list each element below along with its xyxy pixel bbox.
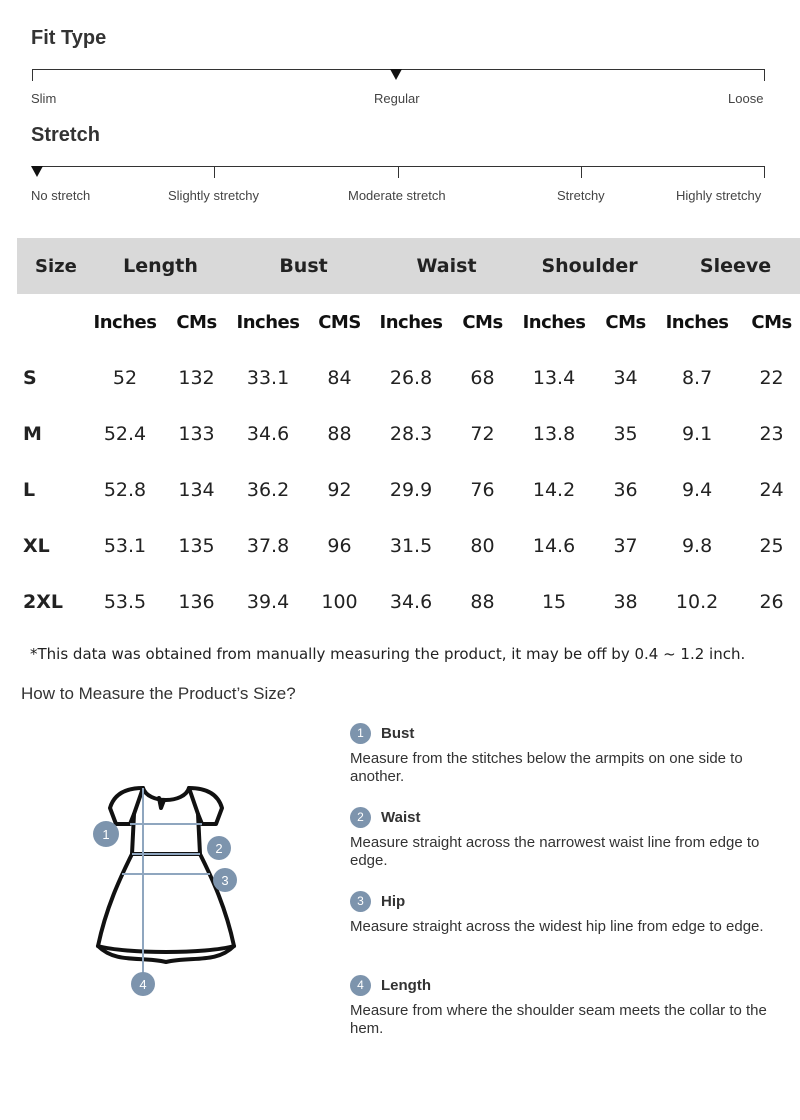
value-cell: 34.6 [246, 423, 290, 445]
step-description: Measure from where the shoulder seam meets the collar to the hem. [350, 1002, 767, 1037]
value-cell: 9.4 [681, 479, 713, 501]
table-body [17, 350, 800, 630]
value-cell: 26 [759, 591, 784, 613]
value-cell: 136 [178, 591, 215, 613]
value-cell: 14.6 [532, 535, 576, 557]
table-header-row [17, 238, 800, 294]
value-cell: 133 [178, 423, 215, 445]
value-cell: 135 [178, 535, 215, 557]
value-cell: 24 [759, 479, 784, 501]
value-cell: 72 [470, 423, 495, 445]
waist-header: Waist [416, 255, 477, 277]
unit-header: CMs [462, 311, 503, 333]
length-header: Length [123, 255, 198, 277]
size-cell: M [23, 423, 42, 445]
value-cell: 76 [470, 479, 495, 501]
value-cell: 36.2 [246, 479, 290, 501]
size-cell: L [23, 479, 36, 501]
value-cell: 26.8 [389, 367, 433, 389]
value-cell: 34.6 [389, 591, 433, 613]
sleeve-header: Sleeve [699, 255, 772, 277]
value-cell: 9.8 [681, 535, 713, 557]
badge-1-label: 1 [102, 827, 110, 842]
value-cell: 36 [613, 479, 638, 501]
value-cell: 28.3 [389, 423, 433, 445]
value-cell: 52.4 [103, 423, 147, 445]
value-cell: 35 [613, 423, 638, 445]
badge-3-label: 3 [221, 873, 229, 888]
value-cell: 22 [759, 367, 784, 389]
value-cell: 52 [112, 367, 138, 389]
table-row [17, 350, 800, 406]
badge-4-label: 4 [139, 977, 147, 992]
size-cell: 2XL [23, 591, 63, 613]
how-to-measure-title: How to Measure the Product’s Size? [21, 684, 296, 703]
stretch-tick [214, 166, 215, 178]
unit-header: Inches [379, 311, 443, 333]
unit-header: Inches [236, 311, 300, 333]
stretch-tick [581, 166, 582, 178]
step-description: Measure straight across the narrowest waist line from edge to edge. [350, 834, 760, 869]
value-cell: 14.2 [532, 479, 576, 501]
value-cell: 8.7 [681, 367, 713, 389]
value-cell: 134 [178, 479, 215, 501]
value-cell: 80 [470, 535, 495, 557]
value-cell: 25 [759, 535, 784, 557]
value-cell: 92 [327, 479, 352, 501]
step-waist [350, 806, 770, 870]
fit-regular-label: Regular [374, 91, 420, 106]
value-cell: 13.4 [532, 367, 576, 389]
table-unit-row [17, 294, 800, 350]
unit-header: Inches [93, 311, 157, 333]
stretch-marker-icon [31, 166, 43, 177]
stretch-stretchy-label: Stretchy [557, 188, 605, 203]
value-cell: 52.8 [103, 479, 147, 501]
unit-blank [17, 294, 89, 350]
value-cell: 33.1 [246, 367, 290, 389]
value-cell: 31.5 [389, 535, 433, 557]
value-cell: 88 [327, 423, 352, 445]
unit-header: CMs [176, 311, 217, 333]
step-badge-icon: 3 [350, 891, 371, 912]
fit-slim-label: Slim [31, 91, 57, 106]
size-cell: XL [23, 535, 50, 557]
step-hip [350, 890, 770, 936]
stretch-none-label: No stretch [31, 188, 91, 203]
stretch-high-label: Highly stretchy [676, 188, 762, 203]
table-row [17, 574, 800, 630]
unit-header: CMs [751, 311, 792, 333]
bust-header: Bust [279, 255, 328, 277]
stretch-tick [398, 166, 399, 178]
diagram-badges [93, 821, 237, 996]
badge-2-label: 2 [215, 841, 223, 856]
fit-type-tick [32, 69, 33, 81]
step-name: Bust [381, 724, 415, 742]
size-header: Size [35, 255, 77, 277]
size-chart-table [17, 238, 800, 630]
value-cell: 34 [613, 367, 638, 389]
table-row [17, 462, 800, 518]
value-cell: 37 [613, 535, 638, 557]
step-description: Measure from the stitches below the armpits on one side to another. [350, 750, 743, 785]
unit-header: Inches [665, 311, 729, 333]
value-cell: 88 [470, 591, 495, 613]
fit-type-tick [764, 69, 765, 81]
step-badge-icon: 1 [350, 723, 371, 744]
step-name: Hip [381, 892, 406, 910]
step-badge-icon: 4 [350, 975, 371, 996]
value-cell: 9.1 [681, 423, 713, 445]
value-cell: 132 [178, 367, 215, 389]
dress-diagram [86, 778, 246, 1000]
value-cell: 53.5 [103, 591, 147, 613]
value-cell: 53.1 [103, 535, 147, 557]
size-cell: S [23, 367, 37, 389]
unit-header: CMs [605, 311, 646, 333]
stretch-moderate-label: Moderate stretch [348, 188, 446, 203]
step-badge-icon: 2 [350, 807, 371, 828]
measurement-note: *This data was obtained from manually measuring the product, it may be off by 0.4 ~ 1.2 inch. [30, 645, 746, 663]
table-row [17, 518, 800, 574]
stretch-tick [764, 166, 765, 178]
value-cell: 68 [470, 367, 495, 389]
table-row [17, 406, 800, 462]
unit-header: Inches [522, 311, 586, 333]
value-cell: 23 [759, 423, 784, 445]
value-cell: 37.8 [246, 535, 290, 557]
fit-type-marker-icon [390, 69, 402, 80]
fit-type-title: Fit Type [31, 27, 107, 49]
value-cell: 84 [327, 367, 352, 389]
value-cell: 13.8 [532, 423, 576, 445]
value-cell: 100 [321, 591, 358, 613]
stretch-slight-label: Slightly stretchy [168, 188, 260, 203]
value-cell: 10.2 [675, 591, 719, 613]
value-cell: 38 [613, 591, 638, 613]
step-bust [350, 722, 770, 786]
stretch-title: Stretch [31, 124, 100, 146]
fit-loose-label: Loose [728, 91, 764, 106]
value-cell: 29.9 [389, 479, 433, 501]
value-cell: 96 [327, 535, 352, 557]
step-name: Length [381, 976, 431, 994]
step-description: Measure straight across the widest hip line from edge to edge. [350, 918, 764, 935]
shoulder-header: Shoulder [541, 255, 638, 277]
unit-header: CMS [318, 311, 361, 333]
value-cell: 15 [541, 591, 567, 613]
value-cell: 39.4 [246, 591, 290, 613]
step-name: Waist [381, 808, 421, 826]
step-length [350, 974, 770, 1038]
